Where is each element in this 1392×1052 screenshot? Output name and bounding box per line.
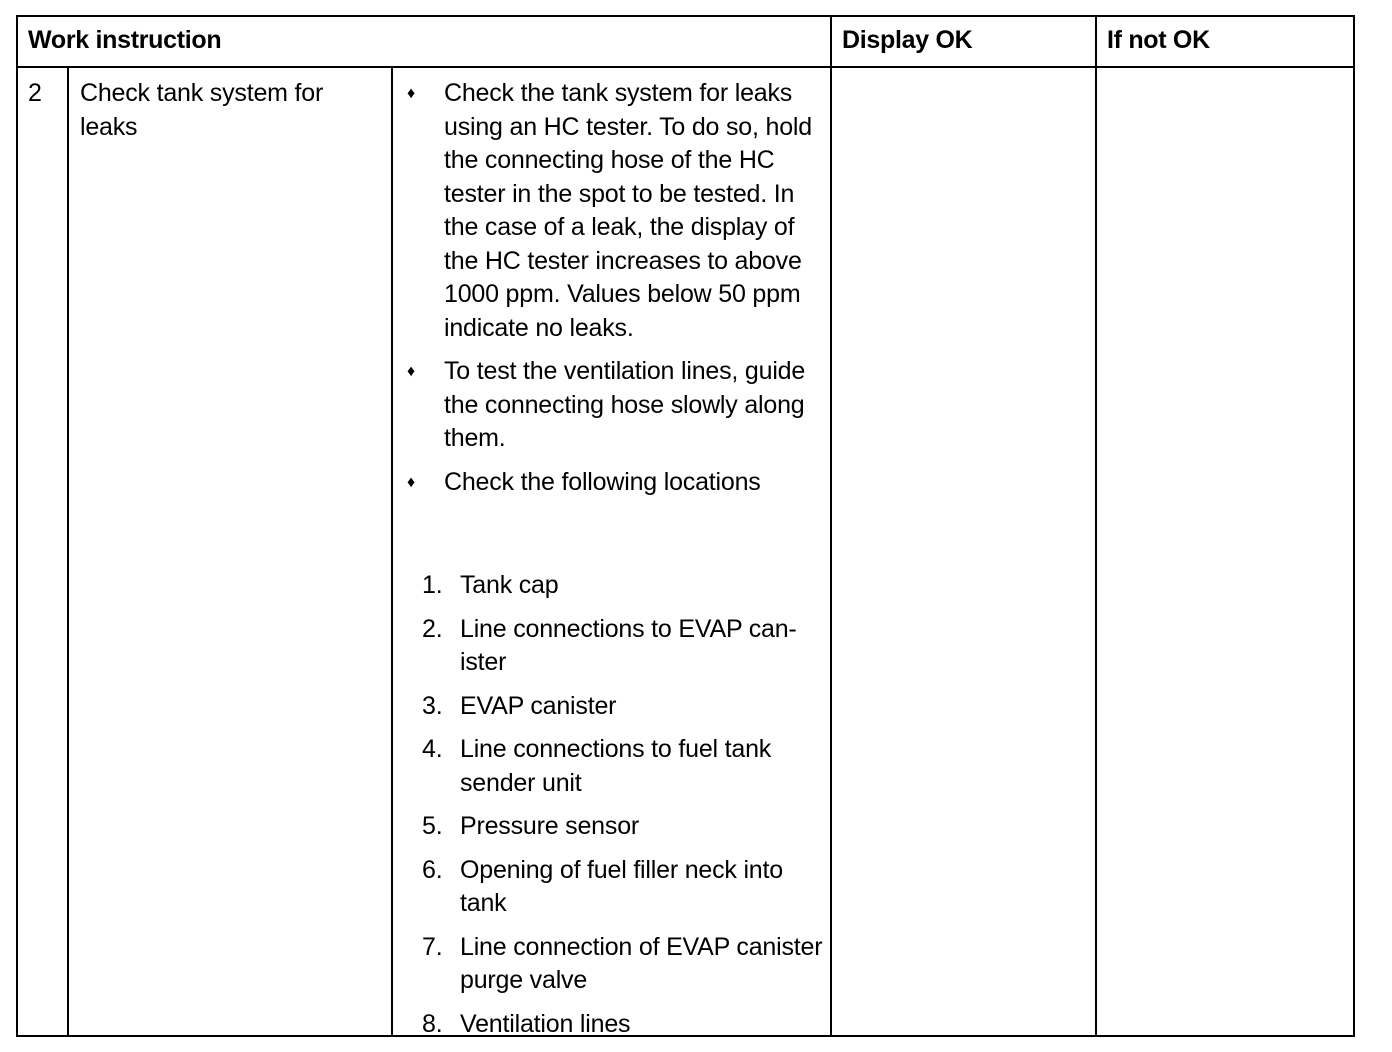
location-text: Tank cap bbox=[460, 571, 559, 599]
location-number: 7. bbox=[422, 932, 443, 961]
location-item bbox=[422, 854, 832, 921]
location-number: 5. bbox=[422, 812, 443, 840]
location-text: Pressure sensor bbox=[460, 812, 640, 840]
instruction-bullet bbox=[404, 355, 824, 456]
location-item bbox=[422, 569, 832, 603]
location-item bbox=[422, 931, 832, 998]
location-text: Opening of fuel filler neck into tank bbox=[460, 855, 783, 917]
location-number: 8. bbox=[422, 1009, 443, 1038]
location-text: Line connection of EVAP canister purge valve bbox=[460, 932, 823, 994]
header-if-not-ok: If not OK bbox=[1107, 26, 1210, 54]
instruction-bullet bbox=[404, 77, 824, 345]
location-number: 3. bbox=[422, 691, 443, 720]
location-number: 2. bbox=[422, 614, 443, 643]
header-display-ok: Display OK bbox=[842, 26, 973, 54]
location-text: Line connections to EVAP canister bbox=[460, 614, 797, 676]
location-item bbox=[422, 810, 832, 844]
header-divider bbox=[18, 66, 1353, 68]
instruction-bullets bbox=[404, 77, 824, 509]
location-text: Line connections to fuel tank sender unit bbox=[460, 735, 772, 797]
header-work-instruction: Work instruction bbox=[28, 26, 222, 54]
column-divider-if-not-ok bbox=[1095, 17, 1097, 1035]
location-item bbox=[422, 613, 832, 680]
location-number: 4. bbox=[422, 735, 443, 763]
column-divider-number bbox=[67, 68, 69, 1035]
bullet-text: To test the ventilation lines, guide the connecting hose slowly along them. bbox=[444, 357, 806, 452]
location-item bbox=[422, 733, 832, 800]
bullet-text: Check the following locations bbox=[444, 467, 761, 496]
diamond-bullet-icon: ♦ bbox=[407, 85, 415, 102]
instruction-bullet bbox=[404, 466, 824, 500]
location-number: 6. bbox=[422, 855, 443, 884]
location-text: EVAP canister bbox=[460, 691, 617, 720]
location-number: 1. bbox=[422, 571, 443, 599]
work-instruction-table bbox=[16, 15, 1355, 1037]
step-title: Check tank system for leaks bbox=[80, 79, 324, 141]
locations-list bbox=[422, 569, 832, 1051]
diamond-bullet-icon: ♦ bbox=[407, 363, 415, 380]
location-item bbox=[422, 1008, 832, 1042]
step-number: 2 bbox=[28, 79, 42, 107]
location-text: Ventilation lines bbox=[460, 1009, 631, 1038]
location-item bbox=[422, 690, 832, 724]
diamond-bullet-icon: ♦ bbox=[407, 473, 415, 491]
column-divider-title bbox=[391, 68, 393, 1035]
bullet-text: Check the tank system for leaks using an HC tester. To do so, hold the connecting hose of the HC tester in the spot to be tested. In the case of a leak, the display of the HC tester increases to above 1000 ppm. Values below 50 ppm indicate no leaks. bbox=[444, 79, 812, 342]
